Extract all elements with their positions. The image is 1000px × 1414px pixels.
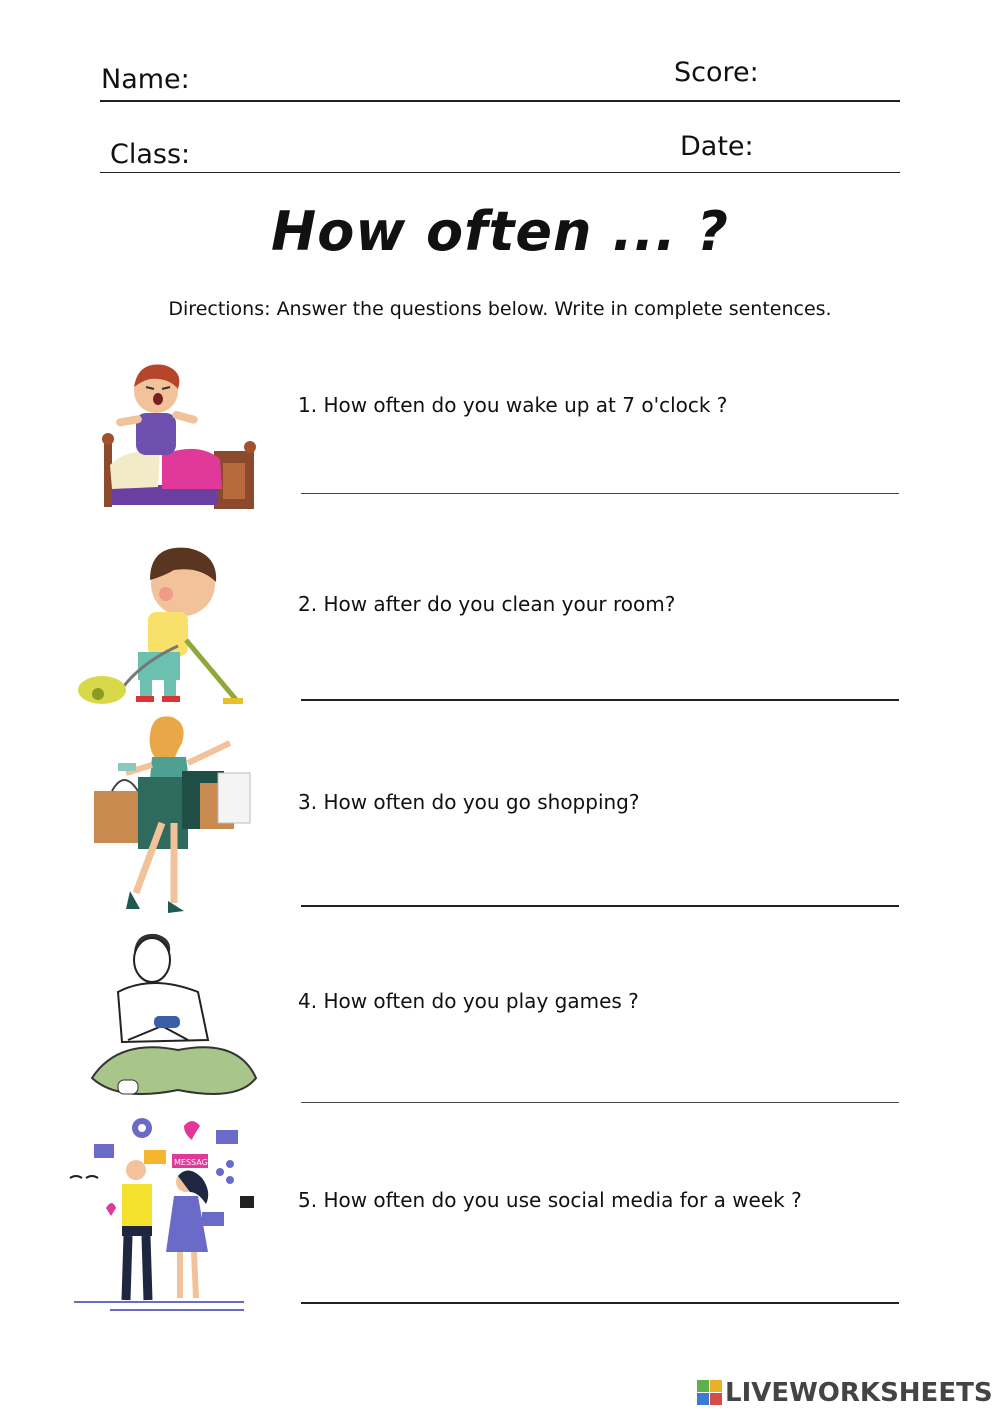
answer-line-3[interactable] (301, 905, 899, 907)
question-2: 2. How after do you clean your room? (298, 592, 676, 616)
class-label: Class: (110, 139, 191, 170)
man-playing-games-illustration (88, 930, 258, 1106)
answer-line-1[interactable] (301, 493, 899, 494)
name-line[interactable] (100, 100, 900, 102)
answer-line-5[interactable] (301, 1302, 899, 1304)
date-label: Date: (680, 131, 754, 162)
answer-line-4[interactable] (301, 1102, 899, 1103)
child-waking-up-illustration (98, 355, 260, 515)
directions-text: Directions: Answer the questions below. Write in complete sentences. (168, 298, 832, 320)
liveworksheets-brand (697, 1378, 997, 1410)
liveworksheets-wordmark: LIVEWORKSHEETS (725, 1378, 993, 1408)
page-title: How often ... ? (271, 200, 729, 263)
question-1: 1. How often do you wake up at 7 o'clock ? (298, 393, 728, 417)
question-5: 5. How often do you use social media for a week ? (298, 1188, 802, 1212)
score-label: Score: (674, 57, 759, 88)
liveworksheets-logo-icon (697, 1380, 723, 1406)
question-4: 4. How often do you play games ? (298, 989, 639, 1013)
boy-vacuuming-illustration (78, 544, 248, 709)
svg-text:MESSAGE: MESSAGE (174, 1158, 213, 1167)
question-3: 3. How often do you go shopping? (298, 790, 640, 814)
name-label: Name: (101, 64, 190, 95)
woman-shopping-illustration (90, 713, 260, 918)
answer-line-2[interactable] (301, 699, 899, 701)
class-line[interactable] (100, 172, 900, 173)
social-media-illustration (60, 1112, 268, 1316)
